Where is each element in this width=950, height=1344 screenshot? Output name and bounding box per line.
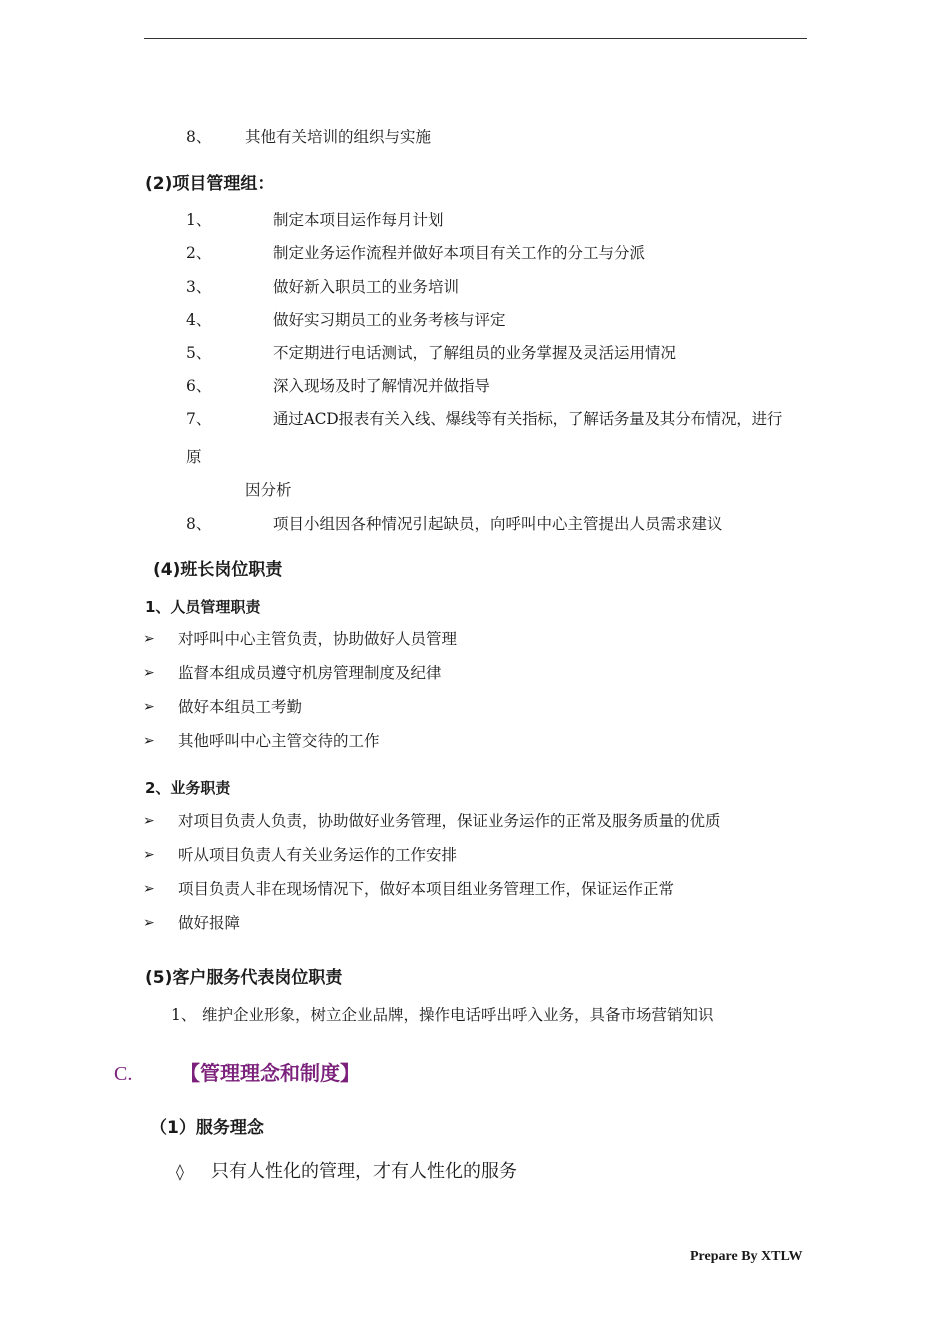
bullet-item-text: 只有人性化的管理，才有人性化的服务 [211, 1161, 517, 1182]
header-rule [144, 38, 807, 39]
list-item-text: 制定本项目运作每月计划 [273, 211, 444, 229]
list-number: 1、 [171, 1006, 197, 1024]
footer-text: Prepare By XTLW [690, 1249, 803, 1264]
chapter-title: 【管理理念和制度】 [180, 1061, 360, 1085]
list-item-text: 制定业务运作流程并做好本项目有关工作的分工与分派 [273, 244, 646, 262]
arrow-bullet-icon: ➢ [143, 631, 155, 647]
bullet-item-text: 监督本组成员遵守机房管理制度及纪律 [178, 664, 442, 682]
list-item-text: 做好实习期员工的业务考核与评定 [273, 311, 506, 329]
list-number: 7、 [186, 410, 212, 428]
list-item-text: 通过ACD报表有关入线、爆线等有关指标，了解话务量及其分布情况，进行 [273, 410, 783, 428]
arrow-bullet-icon: ➢ [143, 915, 155, 931]
bullet-item-text: 做好报障 [178, 914, 241, 932]
subsection-heading: 2、业务职责 [145, 779, 231, 797]
section-heading: (5)客户服务代表岗位职责 [145, 968, 343, 988]
list-number: 6、 [186, 377, 212, 395]
arrow-bullet-icon: ➢ [143, 881, 155, 897]
section-heading: (4)班长岗位职责 [153, 560, 283, 580]
list-number: 5、 [186, 344, 212, 362]
bullet-item-text: 对呼叫中心主管负责，协助做好人员管理 [178, 630, 458, 648]
chapter-label: C. [114, 1063, 133, 1085]
subsection-heading: （1）服务理念 [150, 1118, 264, 1138]
diamond-bullet-icon: ◊ [176, 1162, 184, 1181]
list-item-text: 不定期进行电话测试，了解组员的业务掌握及灵活运用情况 [273, 344, 677, 362]
bullet-item-text: 其他呼叫中心主管交待的工作 [178, 732, 380, 750]
arrow-bullet-icon: ➢ [143, 813, 155, 829]
bullet-item-text: 对项目负责人负责，协助做好业务管理，保证业务运作的正常及服务质量的优质 [178, 812, 721, 830]
bullet-item-text: 做好本组员工考勤 [178, 698, 303, 716]
list-number: 8、 [186, 128, 212, 146]
arrow-bullet-icon: ➢ [143, 847, 155, 863]
list-item-continuation: 原 [186, 448, 202, 466]
bullet-item-text: 项目负责人非在现场情况下，做好本项目组业务管理工作，保证运作正常 [178, 880, 675, 898]
list-number: 8、 [186, 515, 212, 533]
list-number: 4、 [186, 311, 212, 329]
list-item-text: 深入现场及时了解情况并做指导 [273, 377, 491, 395]
list-item-text: 项目小组因各种情况引起缺员，向呼叫中心主管提出人员需求建议 [273, 515, 723, 533]
list-item-text: 维护企业形象，树立企业品牌，操作电话呼出呼入业务，具备市场营销知识 [202, 1006, 714, 1024]
subsection-heading: 1、人员管理职责 [145, 598, 261, 616]
arrow-bullet-icon: ➢ [143, 665, 155, 681]
section-heading: (2)项目管理组： [145, 174, 275, 194]
list-item-text: 做好新入职员工的业务培训 [273, 278, 460, 296]
list-item-text: 其他有关培训的组织与实施 [245, 128, 432, 146]
list-number: 3、 [186, 278, 212, 296]
list-number: 1、 [186, 211, 212, 229]
arrow-bullet-icon: ➢ [143, 699, 155, 715]
bullet-item-text: 听从项目负责人有关业务运作的工作安排 [178, 846, 458, 864]
list-item-continuation: 因分析 [245, 481, 292, 499]
list-number: 2、 [186, 244, 212, 262]
arrow-bullet-icon: ➢ [143, 733, 155, 749]
